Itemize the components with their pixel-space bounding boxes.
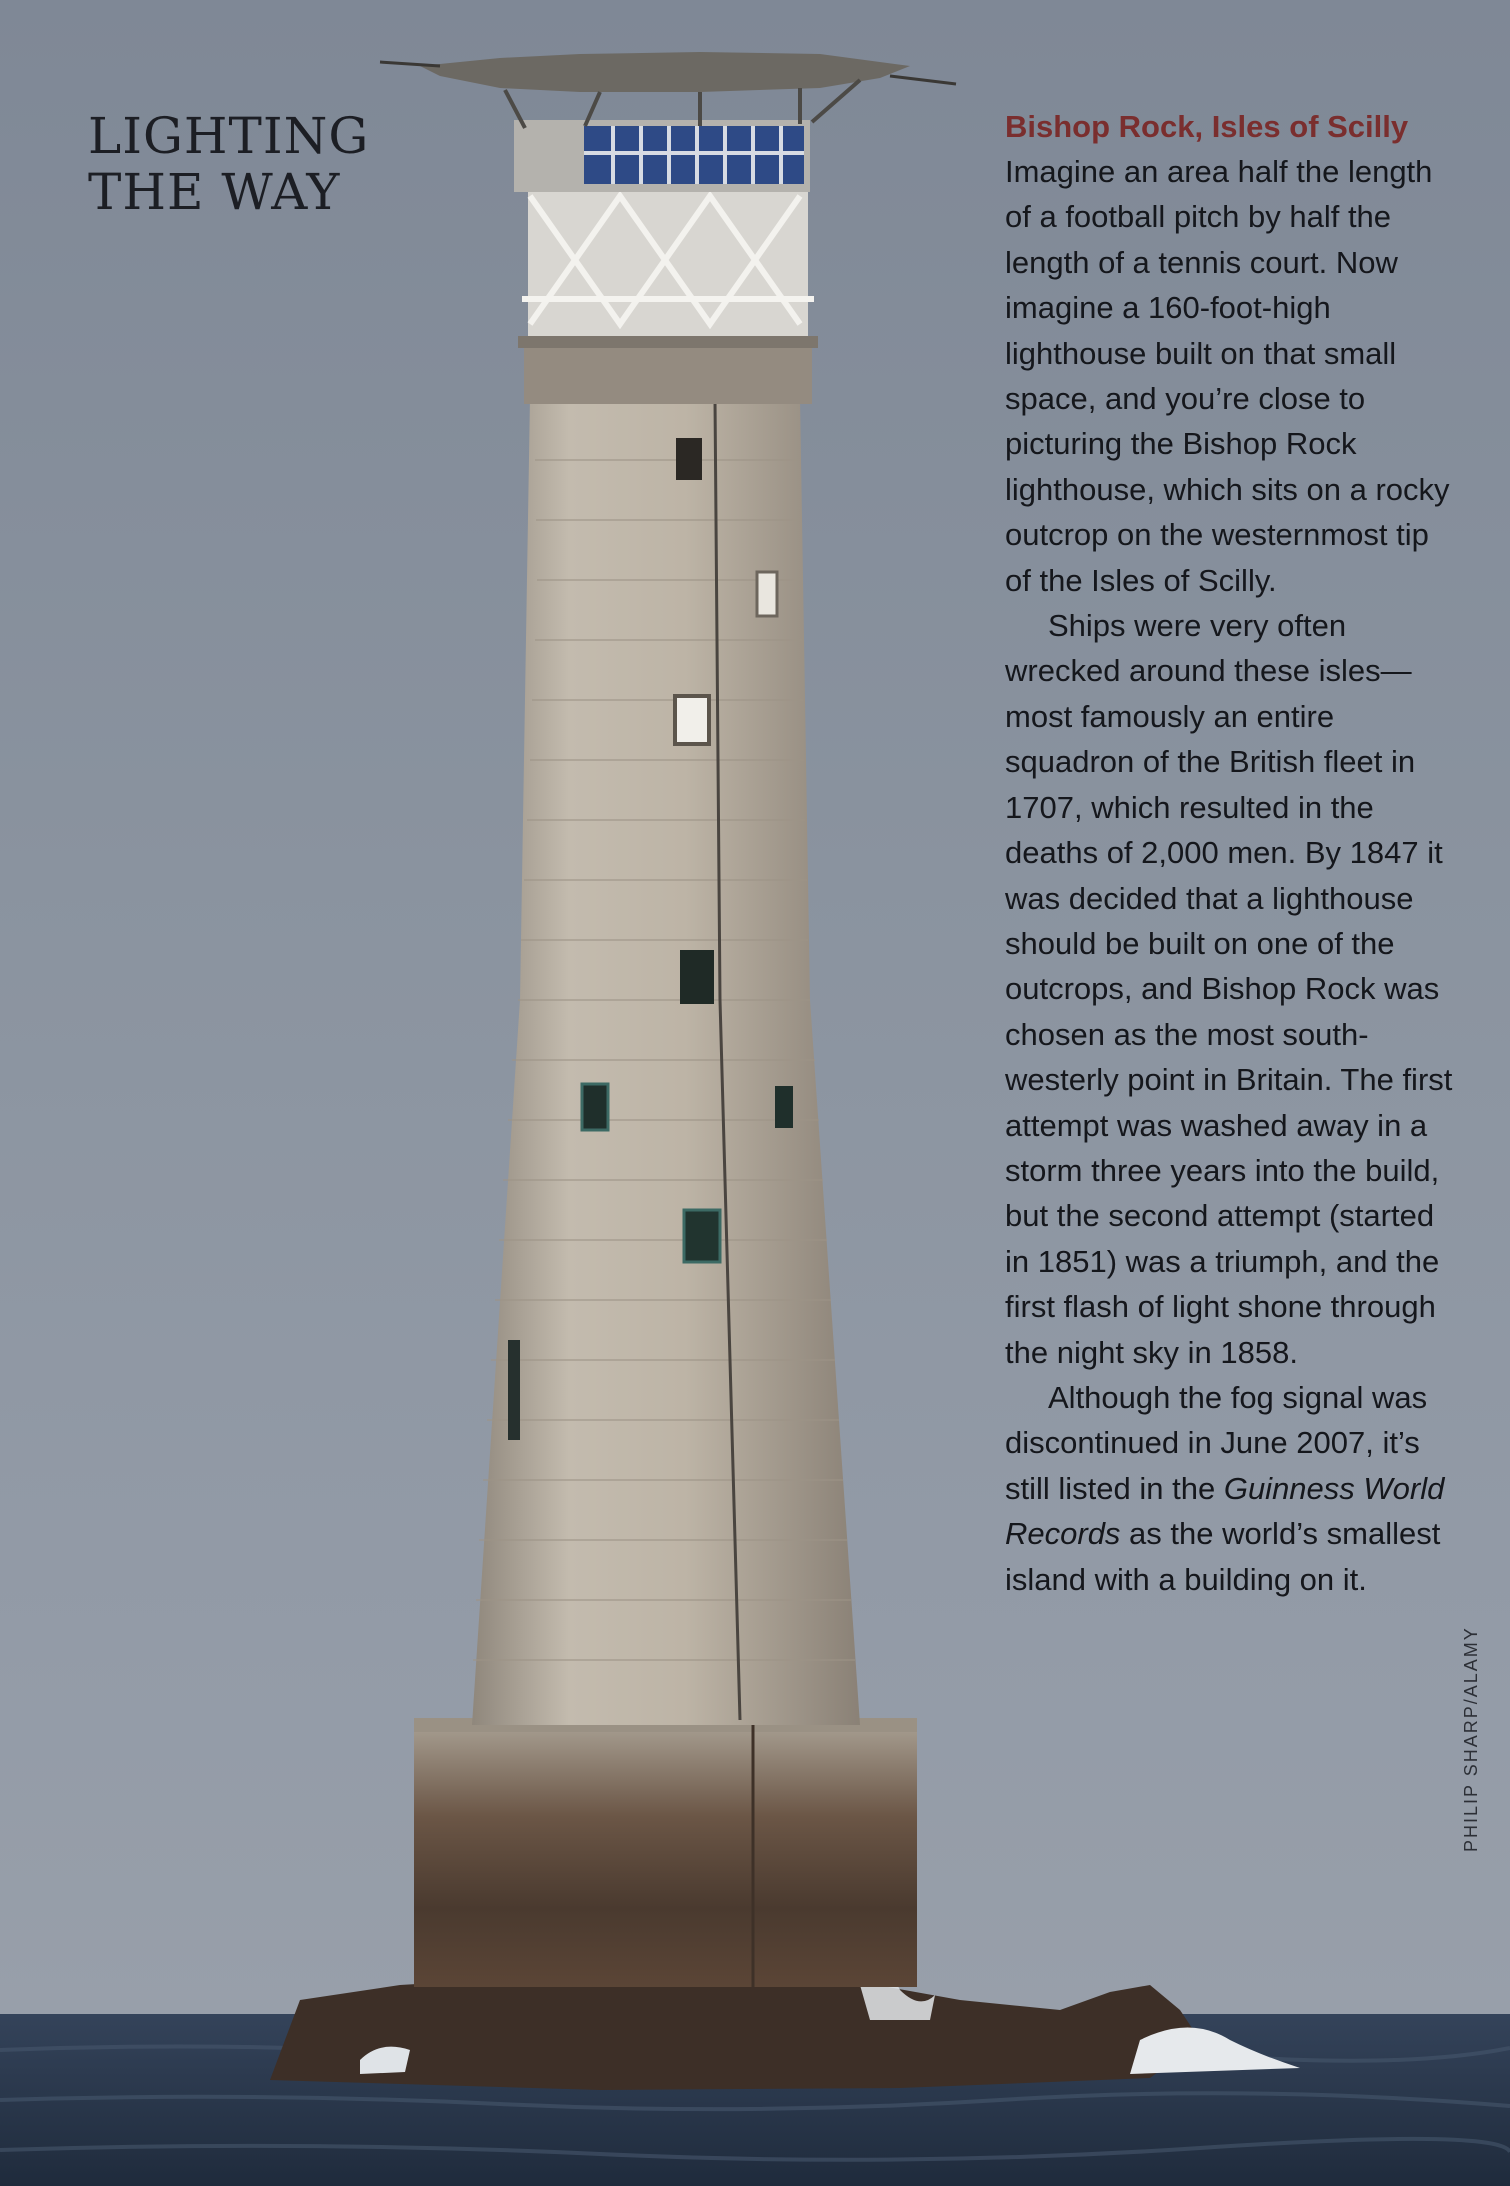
paragraph-3-text-b: as the world’s smallest island with a building on it.: [1005, 1516, 1441, 1597]
lighthouse-base: [414, 1725, 917, 1987]
rock-outcrop: [270, 1975, 1200, 2090]
gallery-ledge: [518, 336, 818, 348]
article-body: [1005, 104, 1460, 1602]
helipad-antenna-left: [380, 62, 440, 66]
lighthouse-tower: [472, 398, 860, 1725]
tower-window: [508, 1340, 520, 1440]
photo-credit: PHILIP SHARP/ALAMY: [1461, 1626, 1481, 1852]
article-headline: [88, 108, 388, 220]
paragraph-3: [1005, 1375, 1460, 1602]
lantern-railing: [522, 296, 814, 302]
tower-window: [680, 950, 714, 1004]
tower-window: [775, 1086, 793, 1128]
helipad-deck: [420, 52, 910, 92]
helipad-antenna-right: [890, 76, 956, 84]
gallery-collar: [524, 342, 812, 404]
paragraph-3-text-a: Although the fog signal was discontinued in June 2007, it’s still listed in the: [1005, 1379, 1428, 1506]
headline-line-1: LIGHTING: [88, 107, 370, 165]
tower-window: [582, 1084, 608, 1130]
tower-window: [684, 1210, 720, 1262]
tower-window: [676, 438, 702, 480]
tower-window: [675, 696, 709, 744]
headline-line-2: THE WAY: [88, 163, 341, 221]
guinness-title: Guinness World Records: [1005, 1470, 1445, 1552]
article-kicker: Bishop Rock, Isles of Scilly: [1005, 109, 1409, 144]
paragraph-2: Ships were very often wrecked around these isles—most famously an entire squadron of the British fleet in 1707, which resulted in the deaths of 2,000 men. By 1847 it was decided that a lighthouse should be built on one of the outcrops, and Bishop Rock was chosen as the most south-westerly point in Britain. The first attempt was washed away in a storm three years into the build, but the second attempt (started in 1851) was a triumph, and the first flash of light shone through the night sky in 1858.: [1005, 608, 1453, 1370]
tower-window: [757, 572, 777, 616]
paragraph-1: Imagine an area half the length of a football pitch by half the length of a tennis court. Now imagine a 160-foot-high lighthouse built on that small space, and you’re close to picturing the Bishop Rock lighthouse, which sits on a rocky outcrop on the westernmost tip of the Isles of Scilly.: [1005, 154, 1450, 598]
